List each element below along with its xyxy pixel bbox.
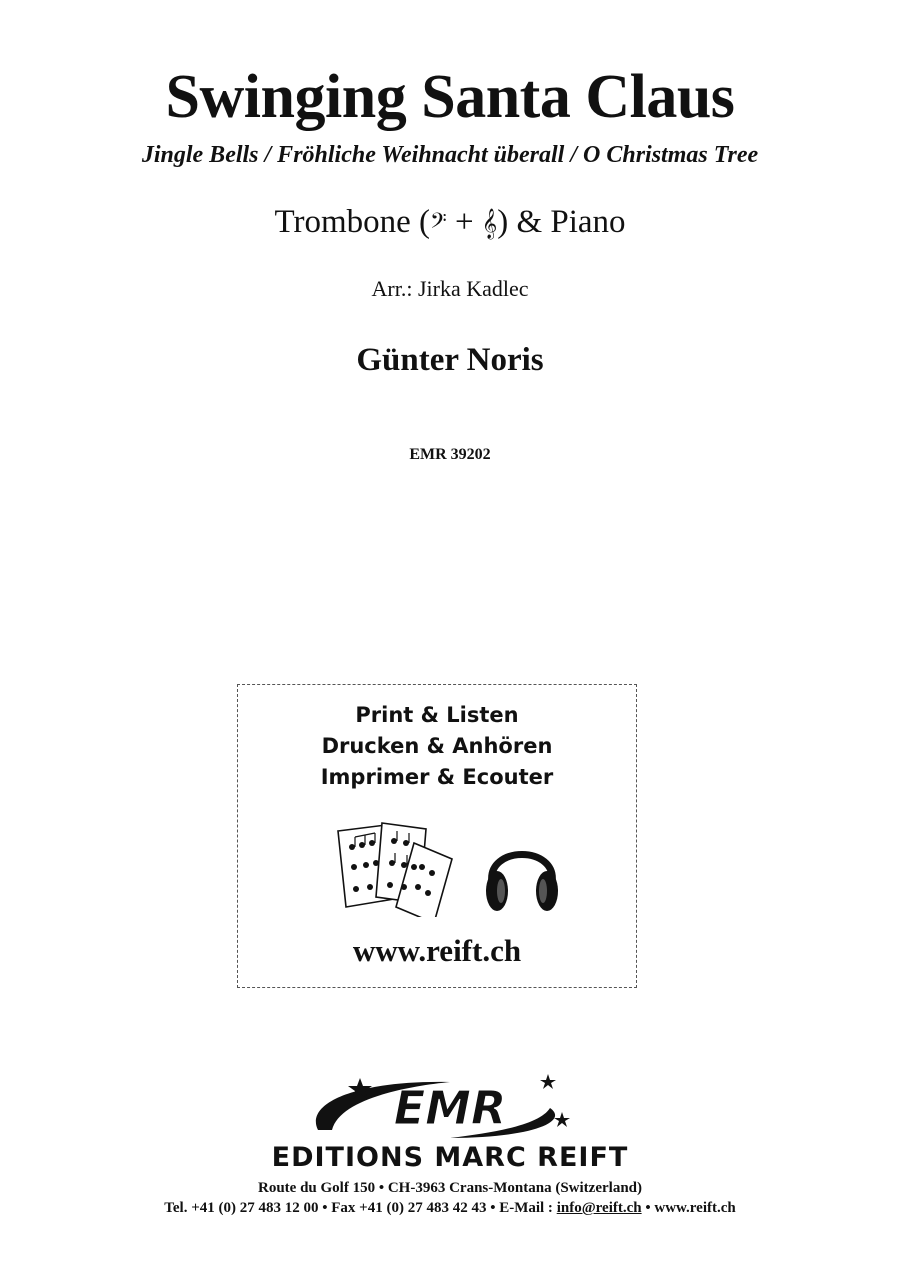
- instrumentation-plus: +: [446, 204, 482, 240]
- promo-line-english: Print & Listen: [355, 703, 519, 727]
- treble-clef-icon: 𝄞: [481, 209, 498, 239]
- sheet-music-icon: [334, 817, 464, 917]
- headphones-icon: [482, 827, 562, 917]
- promo-line-german: Drucken & Anhören: [321, 734, 553, 758]
- publisher-address: Route du Golf 150 • CH-3963 Crans-Montana (Switzerland): [258, 1180, 642, 1196]
- email-link[interactable]: info@reift.ch: [556, 1200, 642, 1216]
- promo-icons: [334, 817, 562, 922]
- contact-website: • www.reift.ch: [641, 1200, 736, 1216]
- emr-logo-text: EMR: [393, 1081, 507, 1135]
- bass-clef-icon: 𝄢: [430, 209, 447, 239]
- emr-logo: [300, 1072, 600, 1144]
- subtitle-medley: Jingle Bells / Fröhliche Weihnacht überall / O Christmas Tree: [141, 142, 759, 168]
- promo-url[interactable]: www.reift.ch: [352, 933, 522, 968]
- promo-line-french: Imprimer & Ecouter: [320, 765, 554, 789]
- publisher-contact: [0, 1200, 900, 1217]
- contact-phone-fax: Tel. +41 (0) 27 483 12 00 • Fax +41 (0) 27 483 42 43 • E-Mail :: [164, 1200, 557, 1216]
- publisher-name: EDITIONS MARC REIFT: [271, 1142, 629, 1173]
- arranger: Arr.: Jirka Kadlec: [371, 276, 529, 301]
- composer: Günter Noris: [356, 342, 544, 378]
- instrumentation-prefix: Trombone (: [274, 204, 430, 240]
- page-title: Swinging Santa Claus: [165, 63, 735, 131]
- instrumentation: [0, 204, 900, 241]
- catalog-number: EMR 39202: [409, 446, 491, 463]
- print-listen-box: [237, 684, 637, 988]
- instrumentation-suffix: ) & Piano: [497, 204, 626, 240]
